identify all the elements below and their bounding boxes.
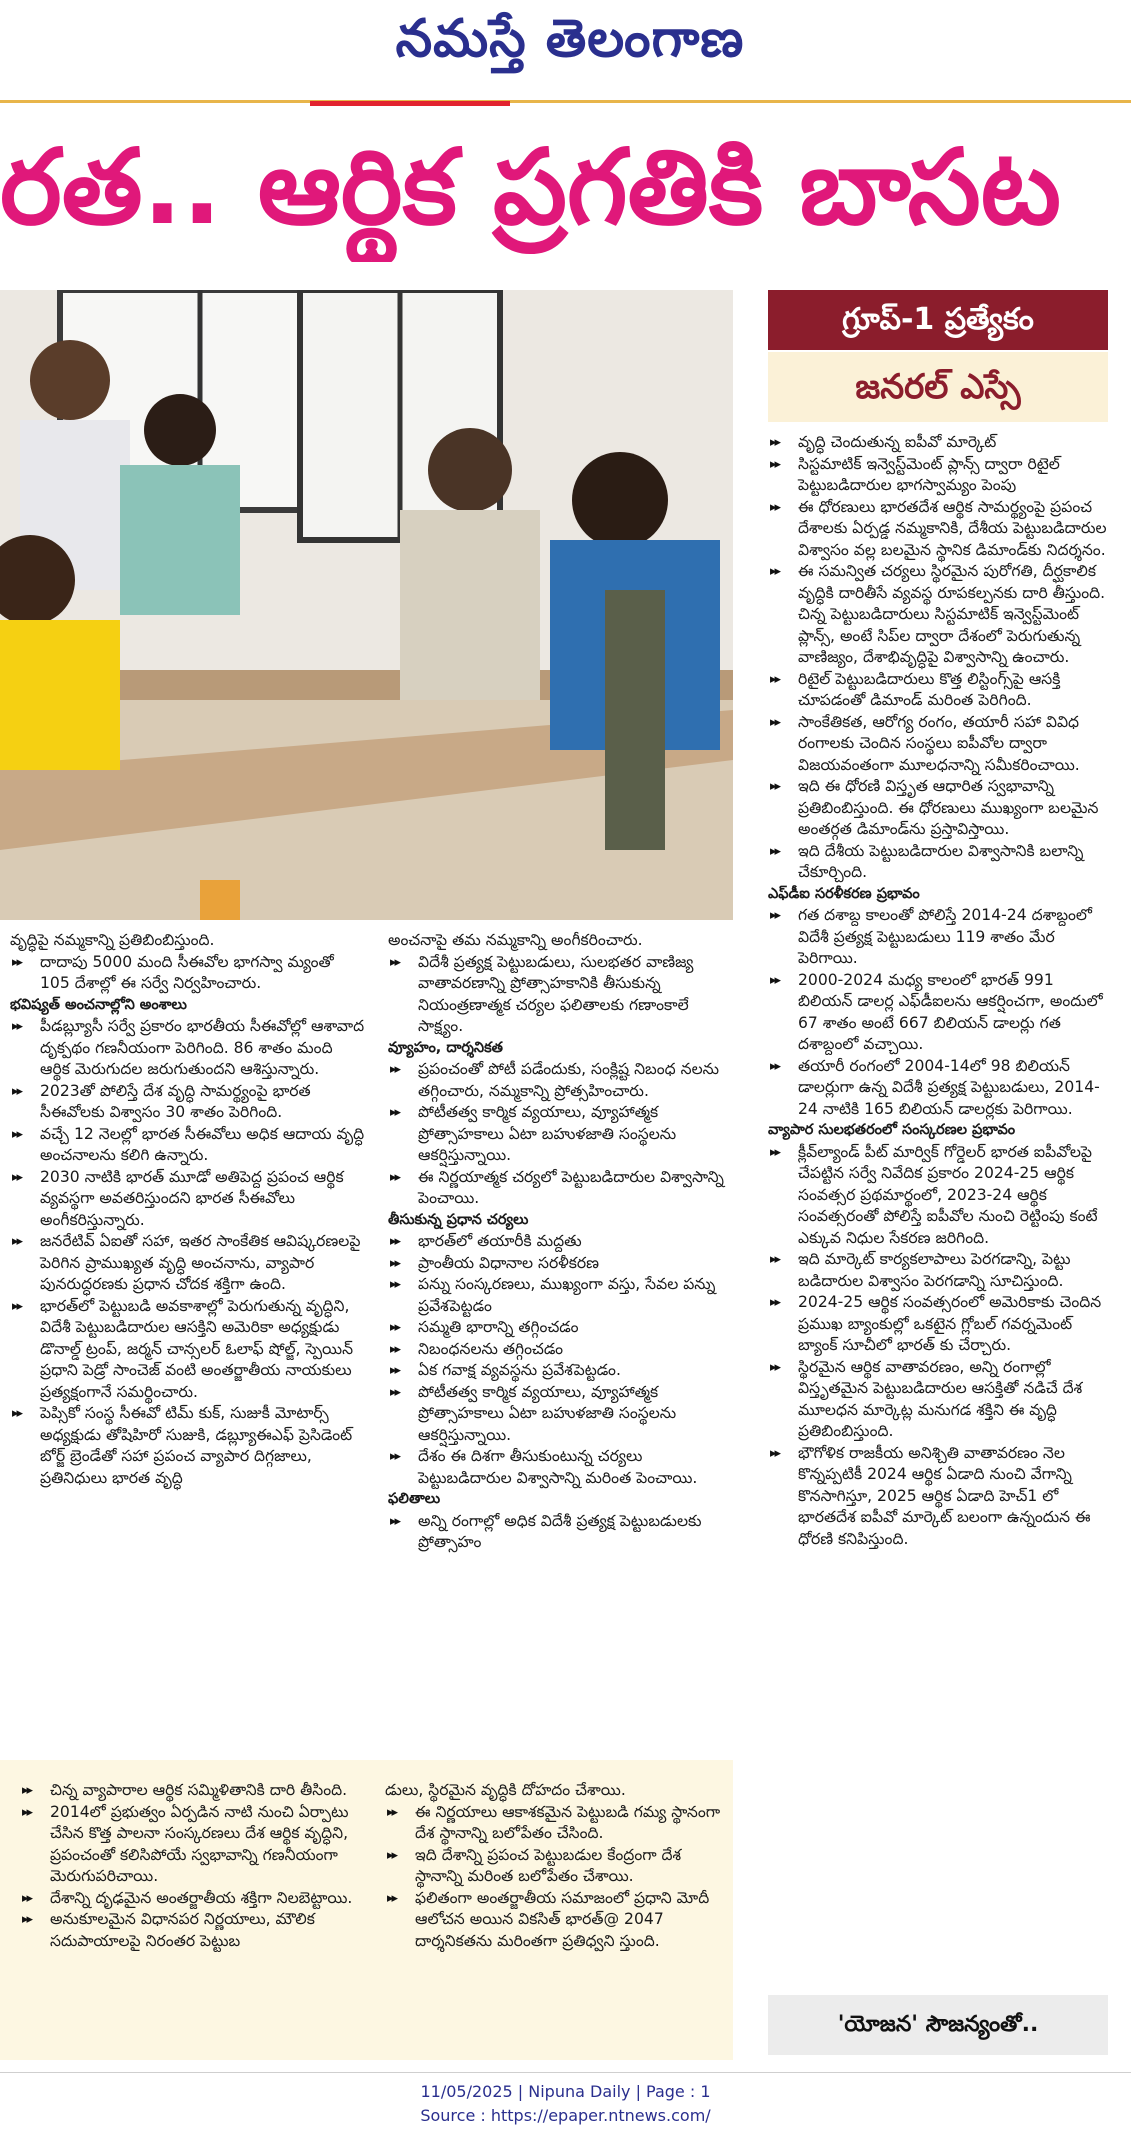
bullet-point: ▸▸ నిబంధనలను తగ్గించడం	[388, 1339, 733, 1361]
paragraph-text: వృద్ధిపై నమ్మకాన్ని ప్రతిబింబిస్తుంది.	[10, 931, 215, 949]
yojana-courtesy: 'యోజన' సౌజన్యంతో..	[768, 1995, 1108, 2055]
masthead	[0, 0, 1131, 98]
bullet-point: ▸▸ అనుకూలమైన విధానపర నిర్ణయాలు, మౌలిక సదుపాయాలపై నిరంతర పెట్టుబ	[20, 1909, 365, 1952]
article-column-3	[768, 432, 1113, 1550]
bullet-point: ▸▸ ప్రపంచంతో పోటీ పడేందుకు, సంక్లిష్ట నిబంధ నలను తగ్గించారు, నమ్మకాన్ని ప్రోత్సహించారు.	[388, 1059, 733, 1102]
bullet-point: ▸▸ పోటీతత్వ కార్మిక వ్యయాలు, వ్యూహాత్మక ప్రోత్సాహకాలు ఏటా బహుళజాతి సంస్థలను ఆకర్షిస్తున్నాయి.	[388, 1102, 733, 1167]
top-rule-accent	[310, 101, 510, 106]
bullet-point: ▸▸ ఇది దేశీయ పెట్టుబడిదారుల విశ్వాసానికి బలాన్ని చేకూర్చింది.	[768, 841, 1113, 884]
bullet-point: ▸▸ సమ్మతి భారాన్ని తగ్గించడం	[388, 1317, 733, 1339]
bullet-point: ▸▸ దాదాపు 5000 మంది సీఈవోల భాగస్వా మ్యంతో 105 దేశాల్లో ఈ సర్వే నిర్వహించారు.	[10, 952, 365, 995]
bullet-point: ▸▸ రిటైల్ పెట్టుబడిదారులు కొత్త లిస్టింగ్స్‌పై ఆసక్తి చూపడంతో డిమాండ్ మరింత పెరిగింది.	[768, 669, 1113, 712]
footer-source: Source : https://epaper.ntnews.com/	[420, 2106, 711, 2125]
bullet-point: ▸▸ ఈ సమన్విత చర్యలు స్థిరమైన పురోగతి, దీర్ఘకాలిక వృద్ధికి దారితీసే వ్యవస్థ రూపకల్పనకు దారి తీస్తుంది. చిన్న పెట్టుబడిదారులు సిస్టమాటిక్ ఇన్వెస్ట్‌మెంట్ ప్లాన్స్, అంటే సిప్‌ల ద్వారా దేశంలో పెరుగుతున్న వాణిజ్యం, దేశాభివృద్ధిపై విశ్వాసాన్ని ఉంచారు.	[768, 561, 1113, 669]
bullet-point: ▸▸ ప్రాంతీయ విధానాల సరళీకరణ	[388, 1253, 733, 1275]
group1-special-banner: గ్రూప్-1 ప్రత్యేకం	[768, 290, 1108, 350]
bullet-point: ▸▸ ఈ నిర్ణయాలు ఆకాశకమైన పెట్టుబడి గమ్య స్థానంగా దేశ స్థానాన్ని బలోపేతం చేసింది.	[385, 1802, 725, 1845]
bullet-point: ▸▸ అన్ని రంగాల్లో అధిక విదేశీ ప్రత్యక్ష పెట్టుబడులకు ప్రోత్సాహం	[388, 1511, 733, 1554]
bullet-point: ▸▸ ఫలితంగా అంతర్జాతీయ సమాజంలో ప్రధాని మోదీ ఆలోచన అయిన వికసిత్ భారత్@ 2047 దార్శనికతను మరింతగా ప్రతిధ్వని స్తుంది.	[385, 1888, 725, 1953]
bullet-point: ▸▸ గత దశాబ్ద కాలంతో పోలిస్తే 2014-24 దశాబ్దంలో విదేశీ ప్రత్యక్ష పెట్టుబడులు 119 శాతం మేర పెరిగాయి.	[768, 905, 1113, 970]
section-heading: భవిష్యత్ అంచనాల్లోని అంశాలు	[10, 996, 187, 1013]
bullet-point: ▸▸ 2024-25 ఆర్థిక సంవత్సరంలో అమెరికాకు చెందిన ప్రముఖ బ్యాంకుల్లో ఒకటైన గ్లోబల్ గవర్నమెంట్ బ్యాంక్ సూచీలో భారత్ కు చేర్చారు.	[768, 1292, 1113, 1357]
bullet-point: ▸▸ వృద్ధి చెందుతున్న ఐపీవో మార్కెట్	[768, 432, 1113, 454]
exam-hall-photo	[0, 290, 733, 920]
highlight-box-right-column	[385, 1780, 725, 1952]
bullet-point: ▸▸ 2030 నాటికి భారత్ మూడో అతిపెద్ద ప్రపంచ ఆర్థిక వ్యవస్థగా అవతరిస్తుందని భారత సీఈవోలు అంగీకరిస్తున్నారు.	[10, 1167, 365, 1232]
bullet-point: ▸▸ పీడబ్ల్యూసీ సర్వే ప్రకారం భారతీయ సీఈవోల్లో ఆశావాద దృక్పథం గణనీయంగా పెరిగింది. 86 శాతం మంది ఆర్థిక మెరుగుదల జరుగుతుందని ఆశిస్తున్నారు.	[10, 1016, 365, 1081]
paragraph-text: డులు, స్థిరమైన వృద్ధికి దోహదం చేశాయి.	[385, 1781, 626, 1799]
bullet-point: ▸▸ భారత్‌లో తయారీకి మద్దతు	[388, 1231, 733, 1253]
bullet-point: ▸▸ భారత్‌లో పెట్టుబడి అవకాశాల్లో పెరుగుతున్న వృద్ధిని, విదేశీ పెట్టుబడిదారుల ఆసక్తిని అమెరికా అధ్యక్షుడు డొనాల్డ్ ట్రంప్, జర్మన్ చాన్సలర్ ఓలాఫ్ షోల్జ్, స్పెయిన్ ప్రధాని పెడ్రో సాంచెజ్ వంటి అంతర్జాతీయ నాయకులు ప్రత్యక్షంగానే సమర్థించారు.	[10, 1296, 365, 1404]
bullet-point: ▸▸ తయారీ రంగంలో 2004-14లో 98 బిలియన్ డాలర్లుగా ఉన్న విదేశీ ప్రత్యక్ష పెట్టుబడులు, 2014-24 నాటికి 165 బిలియన్ డాలర్లకు పెరిగాయి.	[768, 1056, 1113, 1121]
bullet-point: ▸▸ పన్ను సంస్కరణలు, ముఖ్యంగా వస్తు, సేవల పన్ను ప్రవేశపెట్టడం	[388, 1274, 733, 1317]
bullet-point: ▸▸ 2023తో పోలిస్తే దేశ వృద్ధి సామర్థ్యంపై భారత సీఈవోలకు విశ్వాసం 30 శాతం పెరిగింది.	[10, 1081, 365, 1124]
footer-divider	[0, 2072, 1131, 2073]
bullet-point: ▸▸ ఈ ధోరణులు భారతదేశ ఆర్థిక సామర్థ్యంపై ప్రపంచ దేశాలకు ఏర్పడ్డ నమ్మకానికి, దేశీయ పెట్టుబడిదారుల విశ్వాసం వల్ల బలమైన స్థానిక డిమాండ్‌కు నిదర్శనం.	[768, 497, 1113, 562]
article-column-2	[388, 930, 733, 1554]
general-essay-title: జనరల్ ఎస్సే	[768, 352, 1108, 422]
highlight-box	[0, 1760, 733, 2060]
bullet-point: ▸▸ సిస్టమాటిక్ ఇన్వెస్ట్‌మెంట్ ప్లాన్స్ ద్వారా రిటైల్ పెట్టుబడిదారుల భాగస్వామ్యం పెంపు	[768, 454, 1113, 497]
headline: రత.. ఆర్థిక ప్రగతికి బాసట	[0, 126, 1061, 248]
bullet-point: ▸▸ 2000-2024 మధ్య కాలంలో భారత్ 991 బిలియన్ డాలర్ల ఎఫ్‌డీఐలను ఆకర్షించగా, అందులో 67 శాతం అంటే 667 బిలియన్ డాలర్లు గత దశాబ్దంలో వచ్చాయి.	[768, 970, 1113, 1056]
bullet-point: ▸▸ పోటీతత్వ కార్మిక వ్యయాలు, వ్యూహాత్మక ప్రోత్సాహకాలు ఏటా బహుళజాతి సంస్థలను ఆకర్షిస్తున్నాయి.	[388, 1382, 733, 1447]
bullet-point: ▸▸ చిన్న వ్యాపారాల ఆర్థిక సమ్మిళితానికి దారి తీసింది.	[20, 1780, 365, 1802]
bullet-point: ▸▸ ఇది దేశాన్ని ప్రపంచ పెట్టుబడుల కేంద్రంగా దేశ స్థానాన్ని మరింత బలోపేతం చేశాయి.	[385, 1845, 725, 1888]
newspaper-title: నమస్తే తెలంగాణ	[395, 8, 745, 69]
bullet-point: ▸▸ ఈ నిర్ణయాత్మక చర్యలో పెట్టుబడిదారుల విశ్వాసాన్ని పెంచాయి.	[388, 1167, 733, 1210]
students-writing-exam-image	[0, 290, 733, 920]
section-heading: వ్యూహం, దార్శనికత	[388, 1039, 503, 1056]
bullet-point: ▸▸ దేశం ఈ దిశగా తీసుకుంటున్న చర్యలు పెట్టుబడిదారుల విశ్వాసాన్ని మరింత పెంచాయి.	[388, 1446, 733, 1489]
section-heading: ఎఫ్‌డీఐ సరళీకరణ ప్రభావం	[768, 885, 920, 902]
footer	[0, 2080, 1131, 2128]
bullet-point: ▸▸ భౌగోళిక రాజకీయ అనిశ్చితి వాతావరణం నెల కొన్నప్పటికీ 2024 ఆర్థిక ఏడాది నుంచి వేగాన్ని కొనసాగిస్తూ, 2025 ఆర్థిక ఏడాది హెచ్1 లో భారతదేశ ఐపీవో మార్కెట్ బలంగా ఉన్నందున ఈ ధోరణి కనిపిస్తుంది.	[768, 1443, 1113, 1551]
article-column-1	[10, 930, 365, 1489]
bullet-point: ▸▸ ఇది మార్కెట్ కార్యకలాపాలు పెరగడాన్ని, పెట్టు బడిదారుల విశ్వాసం పెరగడాన్ని సూచిస్తుంది.	[768, 1249, 1113, 1292]
bullet-point: ▸▸ విదేశీ ప్రత్యక్ష పెట్టుబడులు, సులభతర వాణిజ్య వాతావరణాన్ని ప్రోత్సాహకానికి తీసుకున్న నియంత్రణాత్మక చర్యల ఫలితాలకు గణాంకాలే సాక్ష్యం.	[388, 952, 733, 1038]
bullet-point: ▸▸ దేశాన్ని దృఢమైన అంతర్జాతీయ శక్తిగా నిలబెట్టాయి.	[20, 1888, 365, 1910]
top-rule	[0, 100, 1131, 103]
footer-date-page: 11/05/2025 | Nipuna Daily | Page : 1	[420, 2082, 711, 2101]
section-heading: వ్యాపార సులభతరంలో సంస్కరణల ప్రభావం	[768, 1122, 1016, 1138]
bullet-point: ▸▸ వచ్చే 12 నెలల్లో భారత సీఈవోలు అధిక ఆదాయ వృద్ధి అంచనాలను కలిగి ఉన్నారు.	[10, 1124, 365, 1167]
bullet-point: ▸▸ స్థిరమైన ఆర్థిక వాతావరణం, అన్ని రంగాల్లో విస్తృతమైన పెట్టుబడిదారుల ఆసక్తితో నడిచే దేశ మూలధన మార్కెట్ల మనుగడ శక్తిని ఈ వృద్ధి ప్రతిబింబిస్తుంది.	[768, 1357, 1113, 1443]
paragraph-text: అంచనాపై తమ నమ్మకాన్ని అంగీకరించారు.	[388, 931, 643, 949]
bullet-point: ▸▸ ఇది ఈ ధోరణి విస్తృత ఆధారిత స్వభావాన్ని ప్రతిబింబిస్తుంది. ఈ ధోరణులు ముఖ్యంగా బలమైన అంతర్గత డిమాండ్‌ను ప్రస్తావిస్తాయి.	[768, 776, 1113, 841]
bullet-point: ▸▸ జనరేటివ్ ఏఐతో సహా, ఇతర సాంకేతిక ఆవిష్కరణలపై పెరిగిన ప్రాముఖ్యత వృద్ధి అంచనాను, వ్యాపార పునరుద్ధరణకు ప్రధాన చోదక శక్తిగా ఉంది.	[10, 1231, 365, 1296]
bullet-point: ▸▸ 2014లో ప్రభుత్వం ఏర్పడిన నాటి నుంచి ఏర్పాటు చేసిన కొత్త పాలనా సంస్కరణలు దేశ ఆర్థిక వృద్ధిని, ప్రపంచంతో కలిసిపోయే స్వభావాన్ని గణనీయంగా మెరుగుపరిచాయి.	[20, 1802, 365, 1888]
section-heading: ఫలితాలు	[388, 1491, 441, 1507]
highlight-box-left-column	[20, 1780, 365, 1952]
bullet-point: ▸▸ ఏక గవాక్ష వ్యవస్థను ప్రవేశపెట్టడం.	[388, 1360, 733, 1382]
bullet-point: ▸▸ సాంకేతికత, ఆరోగ్య రంగం, తయారీ సహా వివిధ రంగాలకు చెందిన సంస్థలు ఐపీవోల ద్వారా విజయవంతంగా మూలధనాన్ని సమీకరించాయి.	[768, 712, 1113, 777]
bullet-point: ▸▸ క్లీవ్‌ల్యాండ్ పీట్ మార్విక్ గోర్డెలర్ భారత ఐపీవోలపై చేపట్టిన సర్వే నివేదిక ప్రకారం 2024-25 ఆర్థిక సంవత్సర ప్రథమార్థంలో, 2023-24 ఆర్థిక సంవత్సరంతో పోలిస్తే ఐపీవోల నుంచి రెట్టింపు కంటే ఎక్కువ నిధుల సేకరణ జరిగింది.	[768, 1142, 1113, 1250]
bullet-point: ▸▸ పెప్సికో సంస్థ సీఈవో టిమ్ కుక్, సుజుకీ మోటార్స్ అధ్యక్షుడు తోషిహిరో సుజుకి, డబ్ల్యూఈఎఫ్ ప్రెసిడెంట్ బోర్జ్ బ్రెండేతో సహా ప్రపంచ వ్యాపార దిగ్గజాలు, ప్రతినిధులు భారత వృద్ధి	[10, 1403, 365, 1489]
section-heading: తీసుకున్న ప్రధాన చర్యలు	[388, 1211, 529, 1228]
